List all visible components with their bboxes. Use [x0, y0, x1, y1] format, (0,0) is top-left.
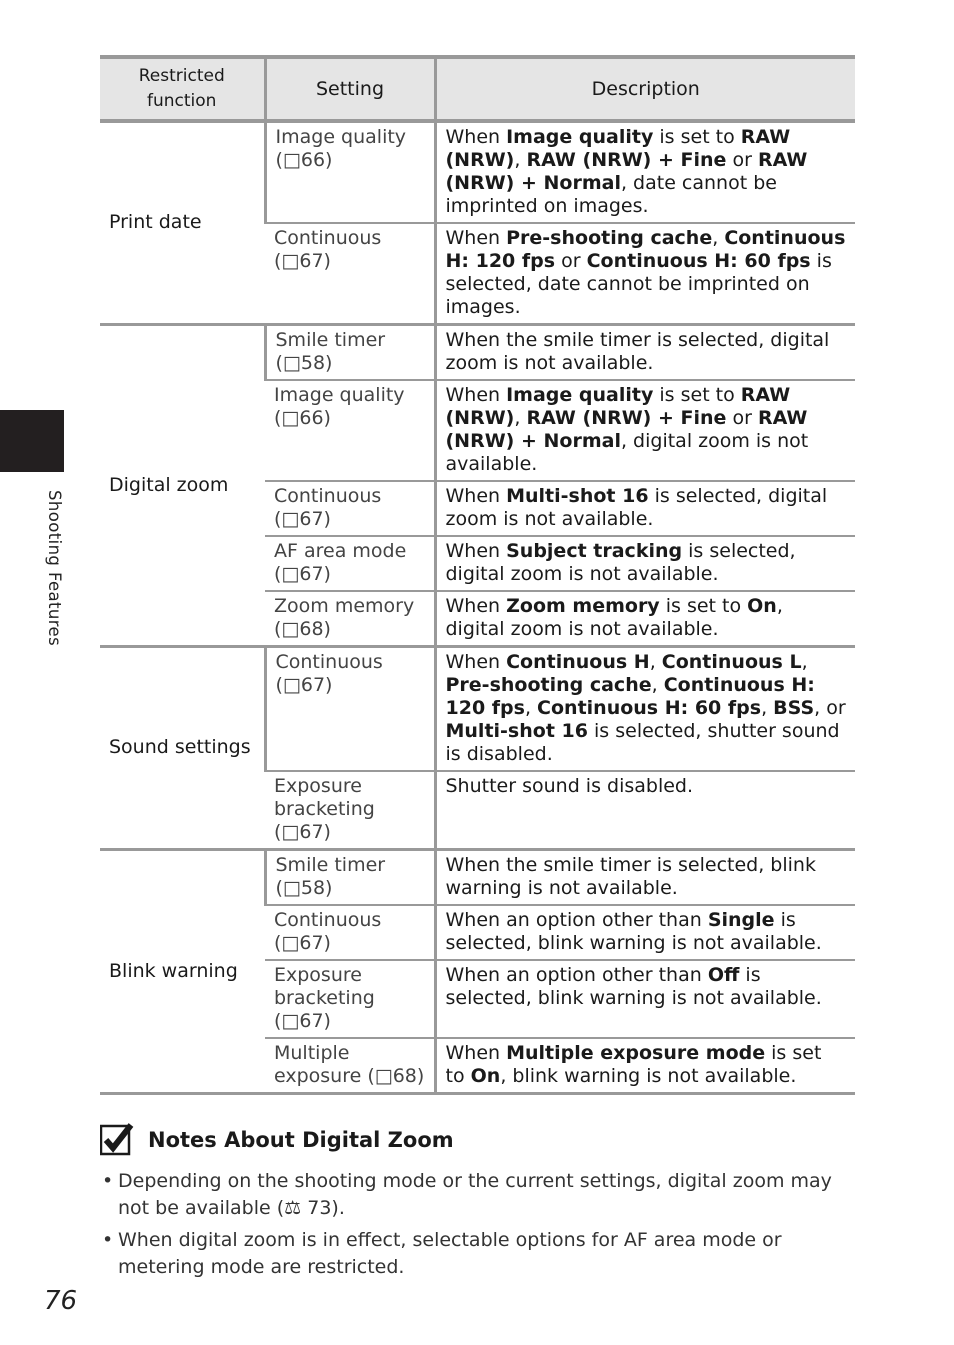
description-text: or: [726, 149, 758, 171]
description-text: or: [726, 407, 758, 429]
description-text: , digital zoom is not available.: [445, 595, 783, 640]
menu-term: On: [470, 1065, 501, 1087]
description-text: When: [445, 595, 507, 617]
setting-cell: Image quality (□66): [265, 380, 435, 481]
restrictions-table: [100, 55, 855, 1095]
description-cell: [435, 121, 855, 223]
header-setting: Setting: [265, 57, 435, 121]
setting-cell: Continuous (□67): [265, 647, 435, 772]
description-text: is selected, date cannot be imprinted on images.: [445, 250, 832, 318]
menu-term: Multiple exposure mode: [506, 1042, 766, 1064]
menu-term: Continuous H: 120 fps: [445, 227, 846, 272]
setting-cell: AF area mode (□67): [265, 536, 435, 591]
menu-term: Pre-shooting cache: [445, 674, 652, 696]
description-cell: [435, 536, 855, 591]
section-label: Shooting Features: [45, 490, 64, 647]
note-item: • When digital zoom is in effect, selectable options for AF area mode or metering mode are restricted.: [100, 1227, 860, 1281]
menu-term: RAW (NRW): [445, 384, 791, 429]
description-text: , date cannot be imprinted on images.: [445, 172, 777, 217]
description-text: is selected, shutter sound is disabled.: [445, 720, 840, 765]
menu-term: Image quality: [506, 126, 654, 148]
menu-term: Zoom memory: [506, 595, 660, 617]
menu-term: Multi-shot 16: [506, 485, 649, 507]
description-text: When the smile timer is selected, blink warning is not available.: [445, 854, 816, 899]
description-text: When: [445, 384, 507, 406]
description-text: , blink warning is not available.: [500, 1065, 797, 1087]
table-row: [100, 647, 855, 772]
restricted-function-cell: Digital zoom: [100, 325, 265, 647]
menu-term: Continuous L: [661, 651, 802, 673]
description-text: ,: [524, 697, 538, 719]
description-text: ,: [761, 697, 774, 719]
description-text: is set to: [653, 384, 741, 406]
setting-cell: Multiple exposure (□68): [265, 1038, 435, 1094]
setting-cell: Continuous (□67): [265, 481, 435, 536]
menu-term: Multi-shot 16: [445, 720, 588, 742]
menu-term: On: [747, 595, 777, 617]
notes-list: [100, 1168, 860, 1281]
table-row: [100, 325, 855, 381]
description-text: is selected, digital zoom is not available.: [445, 485, 828, 530]
menu-term: Off: [707, 964, 740, 986]
description-cell: [435, 647, 855, 772]
description-text: When: [445, 1042, 507, 1064]
description-cell: [435, 960, 855, 1038]
menu-term: Single: [707, 909, 775, 931]
header-description: Description: [435, 57, 855, 121]
header-restricted-function: Restricted function: [100, 57, 265, 121]
setting-cell: Exposure bracketing (□67): [265, 771, 435, 850]
menu-term: Continuous H: 120 fps: [445, 674, 815, 719]
description-cell: [435, 325, 855, 381]
menu-term: Image quality: [506, 384, 654, 406]
description-text: When: [445, 540, 507, 562]
description-text: , digital zoom is not available.: [445, 430, 809, 475]
menu-term: RAW (NRW) + Fine: [526, 149, 727, 171]
restricted-function-cell: Sound settings: [100, 647, 265, 850]
menu-term: Pre-shooting cache: [506, 227, 713, 249]
menu-term: Continuous H: [506, 651, 650, 673]
menu-term: RAW (NRW): [445, 126, 791, 171]
page-number: 76: [44, 1286, 78, 1316]
description-cell: [435, 591, 855, 647]
section-tab-marker: [0, 410, 64, 472]
description-text: When: [445, 126, 507, 148]
setting-cell: Image quality (□66): [265, 121, 435, 223]
description-text: is set to: [659, 595, 748, 617]
menu-term: Subject tracking: [506, 540, 683, 562]
checkmark-icon: [100, 1123, 134, 1157]
setting-cell: Smile timer (□58): [265, 325, 435, 381]
table-header-row: [100, 57, 855, 121]
menu-term: Continuous H: 60 fps: [537, 697, 762, 719]
description-text: When an option other than: [445, 909, 708, 931]
description-cell: [435, 771, 855, 850]
note-item: • Depending on the shooting mode or the current settings, digital zoom may not be available (⚖ 73).: [100, 1168, 860, 1222]
description-text: is set to: [653, 126, 741, 148]
description-text: ,: [801, 651, 808, 673]
setting-cell: Continuous (□67): [265, 223, 435, 325]
description-cell: [435, 905, 855, 960]
setting-cell: Exposure bracketing (□67): [265, 960, 435, 1038]
description-text: Shutter sound is disabled.: [445, 775, 694, 797]
restricted-function-cell: Print date: [100, 121, 265, 325]
description-cell: [435, 1038, 855, 1094]
notes-title: Notes About Digital Zoom: [148, 1128, 454, 1152]
description-text: ,: [649, 651, 662, 673]
notes-section: [100, 1120, 860, 1286]
description-text: When the smile timer is selected, digital zoom is not available.: [445, 329, 830, 374]
description-text: or: [555, 250, 587, 272]
description-text: is selected, digital zoom is not available.: [445, 540, 796, 585]
description-text: , or: [814, 697, 846, 719]
description-text: ,: [514, 407, 527, 429]
description-text: When an option other than: [445, 964, 708, 986]
menu-term: RAW (NRW) + Normal: [445, 407, 808, 452]
description-cell: [435, 850, 855, 906]
description-text: ,: [712, 227, 725, 249]
table-row: [100, 121, 855, 223]
menu-term: RAW (NRW) + Fine: [526, 407, 727, 429]
description-text: is selected, blink warning is not available.: [445, 909, 822, 954]
menu-term: RAW (NRW) + Normal: [445, 149, 808, 194]
menu-term: Continuous H: 60 fps: [586, 250, 811, 272]
description-text: ,: [651, 674, 664, 696]
description-text: is set to: [445, 1042, 822, 1087]
description-cell: [435, 481, 855, 536]
setting-cell: Smile timer (□58): [265, 850, 435, 906]
notes-header: [100, 1120, 860, 1160]
description-text: When: [445, 485, 507, 507]
menu-term: BSS: [773, 697, 815, 719]
description-text: is selected, blink warning is not available.: [445, 964, 822, 1009]
setting-cell: Zoom memory (□68): [265, 591, 435, 647]
description-cell: [435, 380, 855, 481]
description-text: When: [445, 651, 507, 673]
restricted-function-cell: Blink warning: [100, 850, 265, 1094]
description-text: When: [445, 227, 507, 249]
table-row: [100, 850, 855, 906]
description-text: ,: [514, 149, 527, 171]
setting-cell: Continuous (□67): [265, 905, 435, 960]
description-cell: [435, 223, 855, 325]
